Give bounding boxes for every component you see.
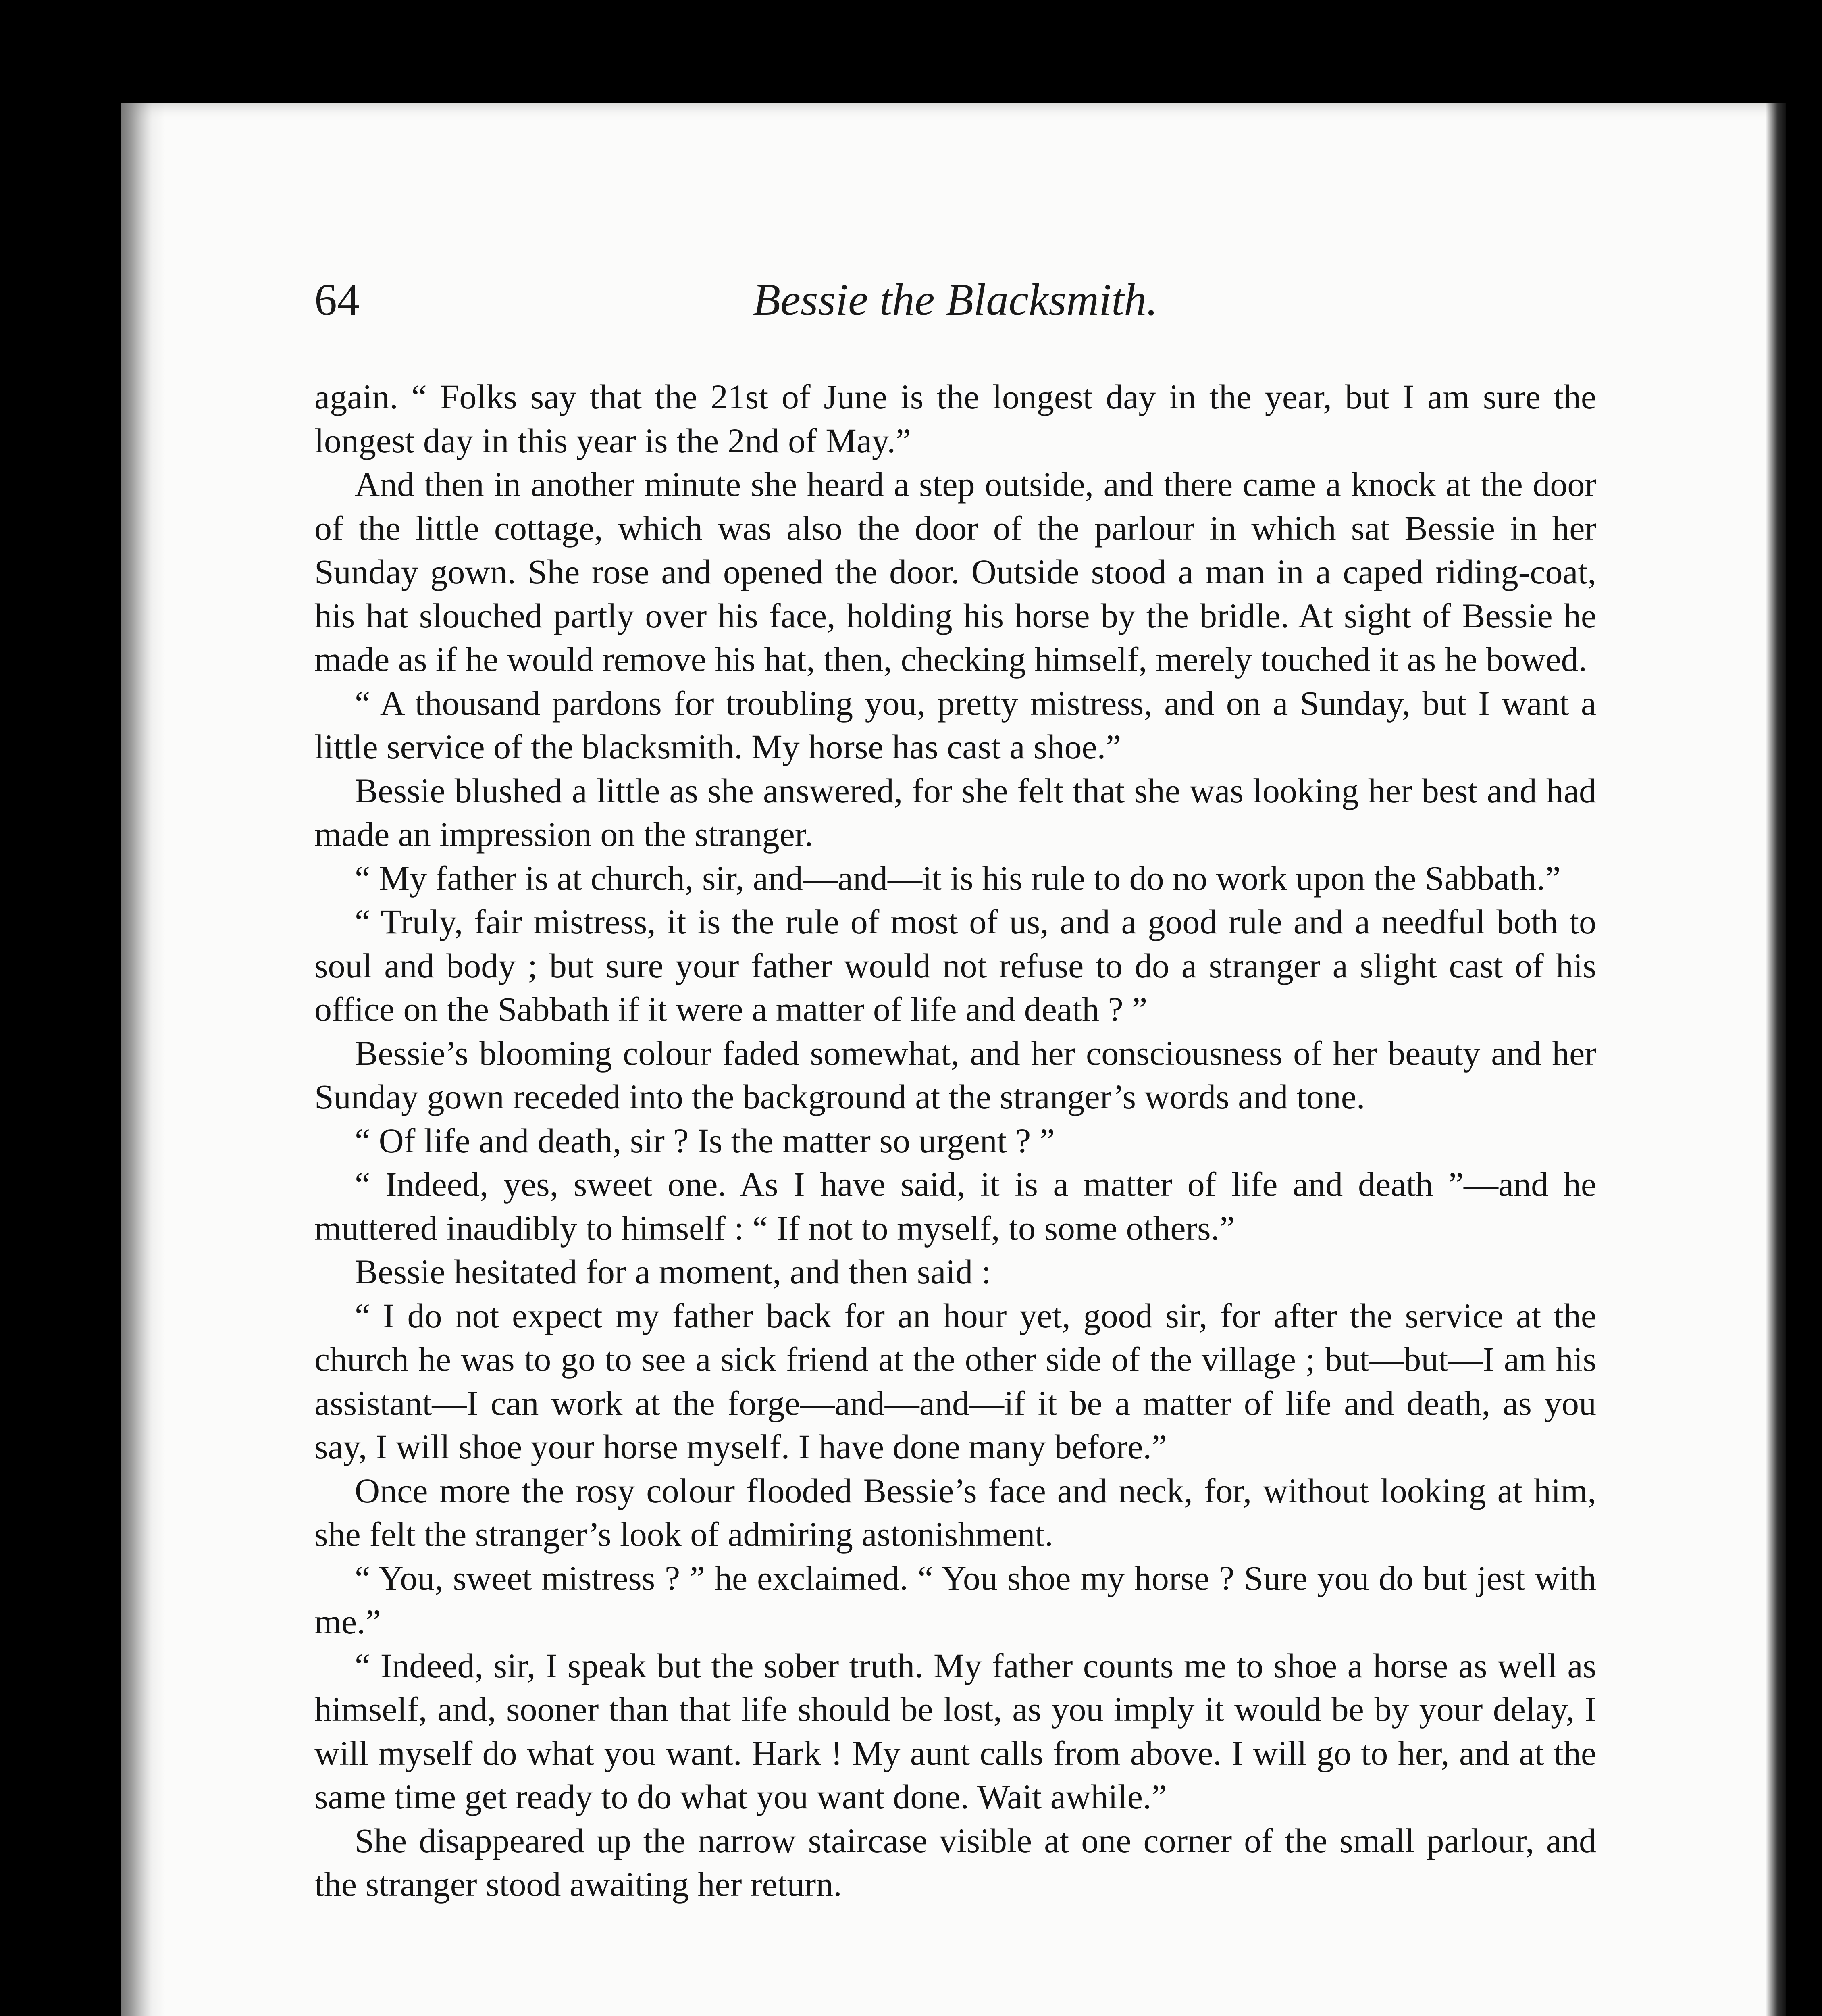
paragraph: “ Indeed, sir, I speak but the sober truth. My father counts me to shoe a horse as well as himself, and, sooner than that life should be lost, as you imply it would be by your delay, I will myself do what you want. Hark ! My aunt calls from above. I will go to her, and at the same time get ready to do what you want done. Wait awhile.” <box>314 1646 1596 1816</box>
page-edge <box>1766 103 1786 2016</box>
paragraph: Bessie hesitated for a moment, and then said : <box>355 1252 991 1291</box>
paragraph: “ Of life and death, sir ? Is the matter so urgent ? ” <box>355 1121 1055 1160</box>
running-head <box>314 274 1596 331</box>
paragraph: She disappeared up the narrow staircase visible at one corner of the small parlour, and the stranger stood awaiting her return. <box>314 1821 1596 1904</box>
paragraph: And then in another minute she heard a step outside, and there came a knock at the door of the little cottage, which was also the door of the parlour in which sat Bessie in her Sunday gown. She rose and opened the door. Outside stood a man in a caped riding-coat, his hat slouched partly over his face, holding his horse by the bridle. At sight of Bessie he made as if he would remove his hat, then, checking himself, merely touched it as he bowed. <box>314 465 1596 679</box>
book-title: Bessie the Blacksmith. <box>753 275 1158 325</box>
paragraph: “ My father is at church, sir, and—and—it is his rule to do no work upon the Sabbath.” <box>355 858 1561 898</box>
paragraph: again. “ Folks say that the 21st of June is the longest day in the year, but I am sure the longest day in this year is the 2nd of May.” <box>314 377 1596 460</box>
paragraph: Bessie’s blooming colour faded somewhat, and her consciousness of her beauty and her Sunday gown receded into the background at the stranger’s words and tone. <box>314 1033 1596 1116</box>
paragraph: Bessie blushed a little as she answered, for she felt that she was looking her best and had made an impression on the stranger. <box>314 771 1596 854</box>
paragraph: “ Truly, fair mistress, it is the rule of most of us, and a good rule and a needful both to soul and body ; but sure your father would not refuse to do a stranger a slight cast of his office on the Sabbath if it were a matter of life and death ? ” <box>314 902 1596 1029</box>
paragraph: “ A thousand pardons for troubling you, pretty mistress, and on a Sunday, but I want a little service of the blacksmith. My horse has cast a shoe.” <box>314 683 1596 766</box>
spine-shadow <box>121 103 165 2016</box>
paragraph: Once more the rosy colour flooded Bessie’s face and neck, for, without looking at him, she felt the stranger’s look of admiring astonishment. <box>314 1471 1596 1554</box>
body-text <box>314 375 1596 1906</box>
paragraph: “ I do not expect my father back for an hour yet, good sir, for after the service at the church he was to go to see a sick friend at the other side of the village ; but—but—I am his assistant—I can work at the forge—and—and—if it be a matter of life and death, as you say, I will shoe your horse myself. I have done many before.” <box>314 1296 1596 1466</box>
paragraph: “ You, sweet mistress ? ” he exclaimed. “ You shoe my horse ? Sure you do but jest with me.” <box>314 1558 1596 1641</box>
page-number: 64 <box>314 275 360 325</box>
paragraph: “ Indeed, yes, sweet one. As I have said, it is a matter of life and death ”—and he muttered inaudibly to himself : “ If not to myself, to some others.” <box>314 1165 1596 1248</box>
